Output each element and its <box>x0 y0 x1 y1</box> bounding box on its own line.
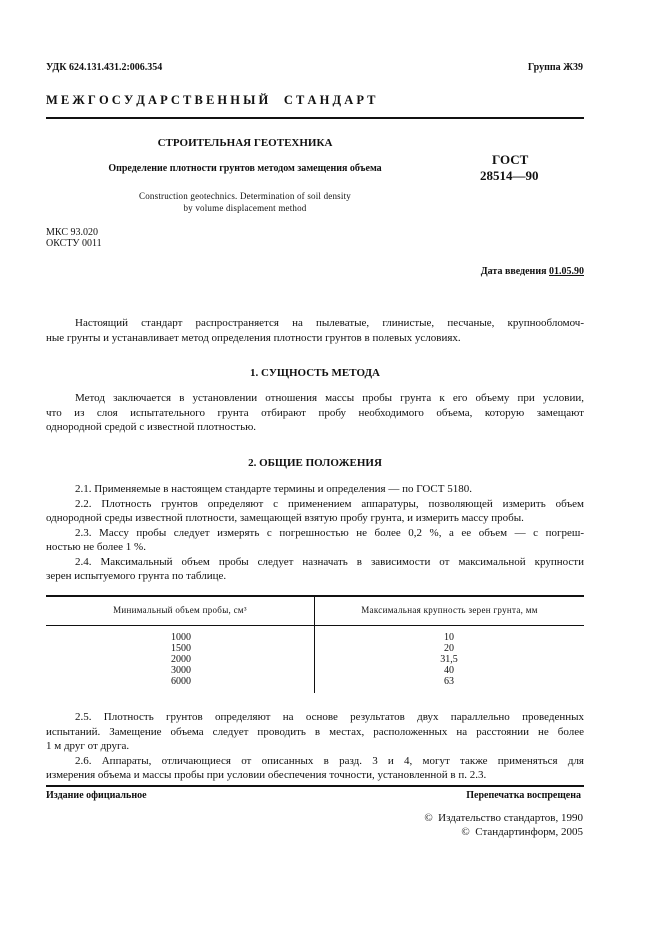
clause-2-6-line2: измерения объема и массы пробы при условии обеспечения точности, установленной в п. 2.3. <box>46 769 487 781</box>
gost-number: 28514—90 <box>480 168 539 183</box>
section1-line3: однородной средой с известной плотностью. <box>46 421 257 433</box>
okstu-code: ОКСТУ 0011 <box>46 238 102 249</box>
section2-paragraphs-cont <box>46 710 584 783</box>
table-col1-values <box>156 632 206 687</box>
clause-2-3-line1: 2.3. Массу пробы следует измерять с погрешностью не более 0,2 %, а ее объем — с погреш- <box>75 526 584 539</box>
table-col1-header: Минимальный объем пробы, см³ <box>113 605 247 615</box>
table-col2-header: Максимальная крупность зерен грунта, мм <box>361 605 538 615</box>
title-en-line2: by volume displacement method <box>183 203 307 213</box>
copyright-1: © Издательство стандартов, 1990 <box>424 812 583 824</box>
table-header-rule <box>46 625 584 626</box>
group-code: Группа Ж39 <box>527 62 583 73</box>
reprint-prohibited: Перепечатка воспрещена <box>466 790 581 801</box>
intro-line2: ные грунты и устанавливает метод определения плотности грунтов в полевых условиях. <box>46 331 461 344</box>
table-top-rule <box>46 595 584 597</box>
table-cell: 31,5 <box>440 654 458 665</box>
table-cell: 20 <box>444 643 454 654</box>
udk-code: УДК 624.131.431.2:006.354 <box>46 62 163 73</box>
section1-line1: Метод заключается в установлении отношения массы пробы грунта к его объему при условии, <box>75 392 584 404</box>
clause-2-2-line2: однородной среды известной плотности, замещающей взятую пробу грунта, и измерить массу пробы. <box>46 512 524 524</box>
clause-2-5-line3: 1 м друг от друга. <box>46 740 130 752</box>
section2-heading: 2. ОБЩИЕ ПОЛОЖЕНИЯ <box>248 457 382 469</box>
table-cell: 3000 <box>171 665 191 676</box>
copyright-2: © Стандартинформ, 2005 <box>461 826 583 838</box>
table-cell: 1000 <box>171 632 191 643</box>
table-cell: 2000 <box>171 654 191 665</box>
section1-line2: что из слоя испытательного грунта отбирают пробу необходимого объема, которую замещают <box>46 406 584 419</box>
table-cell: 63 <box>444 676 454 687</box>
gost-label: ГОСТ <box>492 152 529 167</box>
clause-2-5-line1: 2.5. Плотность грунтов определяют на основе результатов двух параллельно проведенных <box>75 711 584 723</box>
clause-2-1: 2.1. Применяемые в настоящем стандарте термины и определения — по ГОСТ 5180. <box>75 483 472 495</box>
intro-date <box>481 266 584 277</box>
title-sub: Определение плотности грунтов методом замещения объема <box>108 163 382 174</box>
section1-heading: 1. СУЩНОСТЬ МЕТОДА <box>250 367 380 379</box>
clause-2-4-line1: 2.4. Максимальный объем пробы следует назначать в зависимости от максимальной крупности <box>75 555 584 568</box>
intro-line1: Настоящий стандарт распространяется на пылеватые, глинистые, песчаные, крупнообломоч- <box>75 317 584 329</box>
grain-size-table <box>46 595 584 693</box>
clause-2-6-line1: 2.6. Аппараты, отличающиеся от описанных в разд. 3 и 4, могут также применяться для <box>75 754 584 767</box>
section2-paragraphs <box>46 482 584 584</box>
clause-2-5-line2: испытаний. Замещение объема следует проводить в местах, расположенных на расстоянии не более <box>46 725 584 738</box>
clause-2-2-line1: 2.2. Плотность грунтов определяют с применением аппаратуры, позволяющей измерить объем <box>75 497 584 510</box>
footer-rule <box>46 785 584 787</box>
table-cell: 10 <box>444 632 454 643</box>
official-edition: Издание официальное <box>46 790 147 801</box>
table-cell: 40 <box>444 665 454 676</box>
intro-date-label: Дата введения <box>480 266 547 277</box>
title-en-line1: Construction geotechnics. Determination of soil density <box>139 191 351 201</box>
table-cell: 1500 <box>171 643 191 654</box>
table-cell: 6000 <box>171 676 191 687</box>
header-rule <box>46 117 584 119</box>
table-col2-values <box>424 632 474 687</box>
intro-date-value: 01.05.90 <box>549 266 584 277</box>
standard-banner: М Е Ж Г О С У Д А Р С Т В Е Н Н Ы Й С Т А Н Д А Р Т <box>46 93 376 107</box>
mks-code: МКС 93.020 <box>46 227 98 238</box>
clause-2-4-line2: зерен испытуемого грунта по таблице. <box>46 570 227 582</box>
title-main: СТРОИТЕЛЬНАЯ ГЕОТЕХНИКА <box>157 137 333 149</box>
section1-paragraph <box>46 391 584 435</box>
clause-2-3-line2: ностью не более 1 %. <box>46 541 146 553</box>
intro-paragraph <box>46 316 584 345</box>
